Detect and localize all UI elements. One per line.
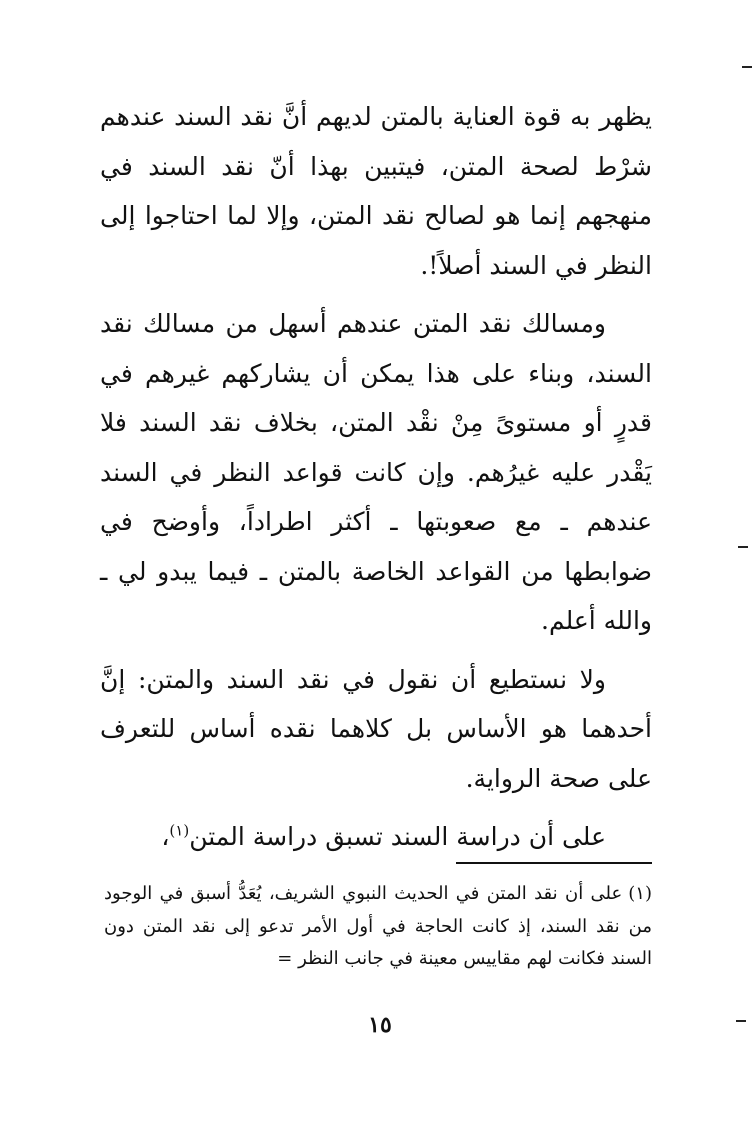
footnote-marker: (١) <box>628 883 652 904</box>
footnote-reference[interactable]: (١) <box>169 821 190 840</box>
paragraph <box>100 92 652 290</box>
page-number: ١٥ <box>368 1012 392 1038</box>
footnote <box>104 878 652 976</box>
paragraph <box>100 655 652 804</box>
footnote-text: على أن نقد المتن في الحديث النبوي الشريف، يُعَدُّ أسبق في الوجود من نقد السند، إذ كانت الحاجة في أول الأمر تدعو إلى نقد المتن دون السند فكانت لهم مقاييس معينة في جانب النظر = <box>104 883 652 969</box>
paragraph-text: على أن دراسة السند تسبق دراسة المتن <box>189 822 606 851</box>
page-edge-mark <box>738 546 748 548</box>
paragraph-text: ومسالك نقد المتن عندهم أسهل من مسالك نقد السند، وبناء على هذا يمكن أن يشاركهم غيرهم في قدرٍ أو مستوىً مِنْ نقْد المتن، بخلاف نقد السند فلا يَقْدر عليه غيرُهم. وإن كانت قواعد النظر في السند عندهم ـ مع صعوبتها ـ أكثر اطراداً، وأوضح في ضوابطها من القواعد الخاصة بالمتن ـ فيما يبدو لي ـ والله أعلم. <box>100 309 652 635</box>
page-edge-mark <box>736 1020 746 1022</box>
footnote-separator <box>456 862 652 864</box>
paragraph-text: ولا نستطيع أن نقول في نقد السند والمتن: إنَّ أحدهما هو الأساس بل كلاهما نقده أساس للتعرف على صحة الرواية. <box>100 664 652 793</box>
main-text <box>100 92 652 862</box>
paragraph <box>100 812 652 862</box>
paragraph-text: يظهر به قوة العناية بالمتن لديهم أنَّ نقد السند عندهم شرْط لصحة المتن، فيتبين بهذا أنّ نقد السند في منهجهم إنما هو لصالح نقد المتن، وإلا لما احتاجوا إلى النظر في السند أصلاً!. <box>100 102 652 280</box>
paragraph <box>100 299 652 646</box>
page-edge-mark <box>742 66 752 68</box>
paragraph-punctuation: ، <box>161 822 170 851</box>
